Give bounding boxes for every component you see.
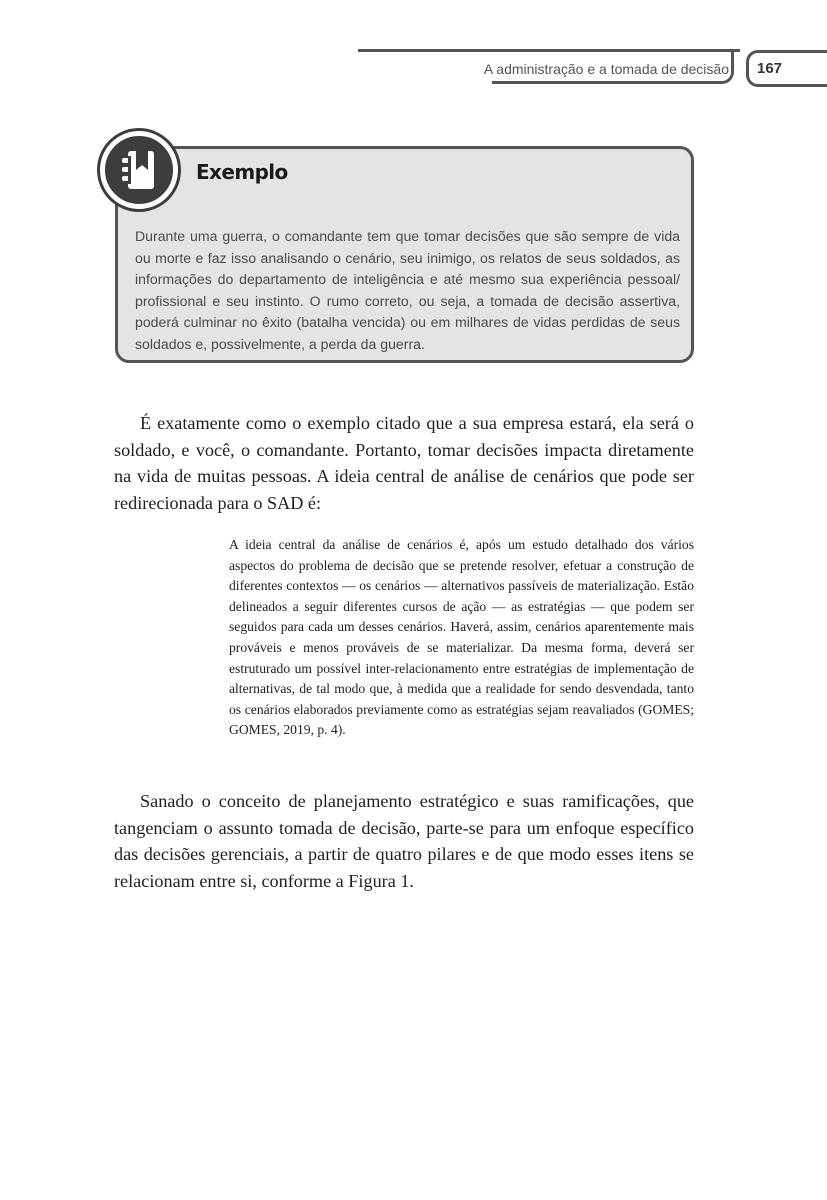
example-text: Durante uma guerra, o comandante tem que tomar decisões que são sempre de vida ou morte e faz isso analisando o cenário, seu inimigo, os relatos de seus soldados, as informações do departamento de inteligência e até mesmo sua experiência pessoal/ profissional e seu instinto. O rumo correto, ou seja, a tomada de decisão assertiva, poderá culminar no êxito (batalha vencida) ou em milhares de vidas perdidas de seus soldados e, possivelmente, a perda da guerra. <box>135 228 680 352</box>
body-paragraph-1: É exatamente como o exemplo citado que a sua empresa estará, ela será o soldado, e você, o comandante. Portanto, tomar decisões impacta diretamente na vida de muitas pessoas. A ideia central de análise de cenários que pode ser redirecionada para o SAD é: <box>114 413 694 513</box>
body-paragraph-2: Sanado o conceito de planejamento estratégico e suas ramificações, que tangenciam o assunto tomada de decisão, parte-se para um enfoque específico das decisões gerenciais, a partir de quatro pilares e de que modo esses itens se relacionam entre si, conforme a Figura 1. <box>114 791 694 891</box>
bookmark-notebook-icon <box>100 131 178 209</box>
example-title: Exemplo <box>196 160 288 184</box>
chapter-title: A administração e a tomada de decisão <box>483 61 729 77</box>
page-number: 167 <box>757 60 783 77</box>
block-quote: A ideia central da análise de cenários é, após um estudo detalhado dos vários aspectos do problema de decisão que se pretende resolver, efetuar a construção de diferentes contextos — os cenários — alternativos passíveis de materialização. Estão delineados a seguir diferentes cursos de ação — as estratégias — que podem ser seguidos para cada um desses cenários. Haverá, assim, cenários aparentemente mais prováveis e menos prováveis de se materializar. Da mesma forma, deverá ser estruturado um possível inter-relacionamento entre estratégias de implementação de alternativas, de tal modo que, à medida que a realidade for sendo desvendada, tanto os cenários elaborados previamente como as estratégias sejam reavaliados (GOMES; GOMES, 2019, p. 4). <box>229 537 694 738</box>
